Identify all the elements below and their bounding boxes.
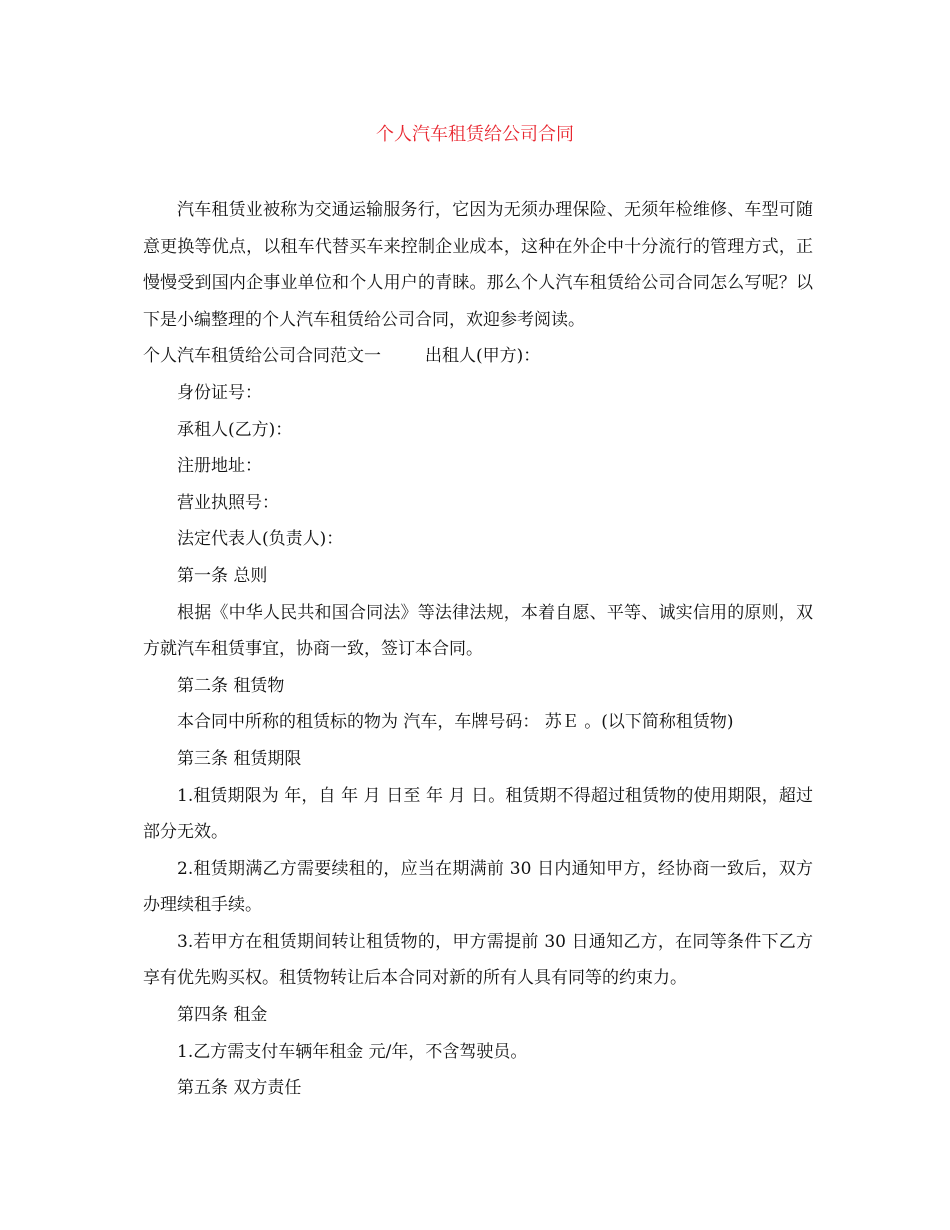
article3-heading: 第三条 租赁期限 (177, 748, 302, 769)
article2-heading: 第二条 租赁物 (177, 675, 285, 696)
license-number-field: 营业执照号： (177, 492, 279, 513)
article3-item-1: 1.租赁期限为 年，自 年 月 日至 年 月 日。租赁期不得超过租赁物的使用期限，超过部分无效。 (143, 785, 813, 843)
legal-rep-field: 法定代表人(负责人)： (177, 529, 344, 550)
sample-heading: 个人汽车租赁给公司合同范文一 (143, 346, 381, 367)
article1-paragraph: 根据《中华人民共和国合同法》等法律法规，本着自愿、平等、诚实信用的原则，双方就汽车租赁事宜，协商一致，签订本合同。 (143, 602, 813, 660)
article4-item-1: 1.乙方需支付车辆年租金 元/年，不含驾驶员。 (177, 1041, 528, 1062)
article3-item-3: 3.若甲方在租赁期间转让租赁物的，甲方需提前 30 日通知乙方，在同等条件下乙方享有优先购买权。租赁物转让后本合同对新的所有人具有同等的约束力。 (143, 931, 813, 989)
document-body (143, 192, 813, 1107)
article3-item-2: 2.租赁期满乙方需要续租的，应当在期满前 30 日内通知甲方，经协商一致后，双方办理续租手续。 (143, 858, 813, 916)
lessor-field: 出租人(甲方)： (425, 346, 541, 367)
lessee-field: 承租人(乙方)： (177, 419, 293, 440)
document-title: 个人汽车租赁给公司合同 (376, 124, 574, 145)
article4-heading: 第四条 租金 (177, 1005, 268, 1026)
article5-heading: 第五条 双方责任 (177, 1078, 302, 1099)
reg-address-field: 注册地址： (177, 456, 262, 477)
article1-heading: 第一条 总则 (177, 565, 268, 586)
sample-heading-line (143, 338, 813, 375)
id-number-field: 身份证号： (177, 382, 262, 403)
article2-paragraph: 本合同中所称的租赁标的物为 汽车，车牌号码： 苏Ｅ 。(以下简称租赁物) (177, 712, 734, 733)
intro-paragraph: 汽车租赁业被称为交通运输服务行，它因为无须办理保险、无须年检维修、车型可随意更换等优点，以租车代替买车来控制企业成本，这种在外企中十分流行的管理方式，正慢慢受到国内企事业单位和个人用户的青睐。那么个人汽车租赁给公司合同怎么写呢？以下是小编整理的个人汽车租赁给公司合同，欢迎参考阅读。 (143, 200, 813, 330)
